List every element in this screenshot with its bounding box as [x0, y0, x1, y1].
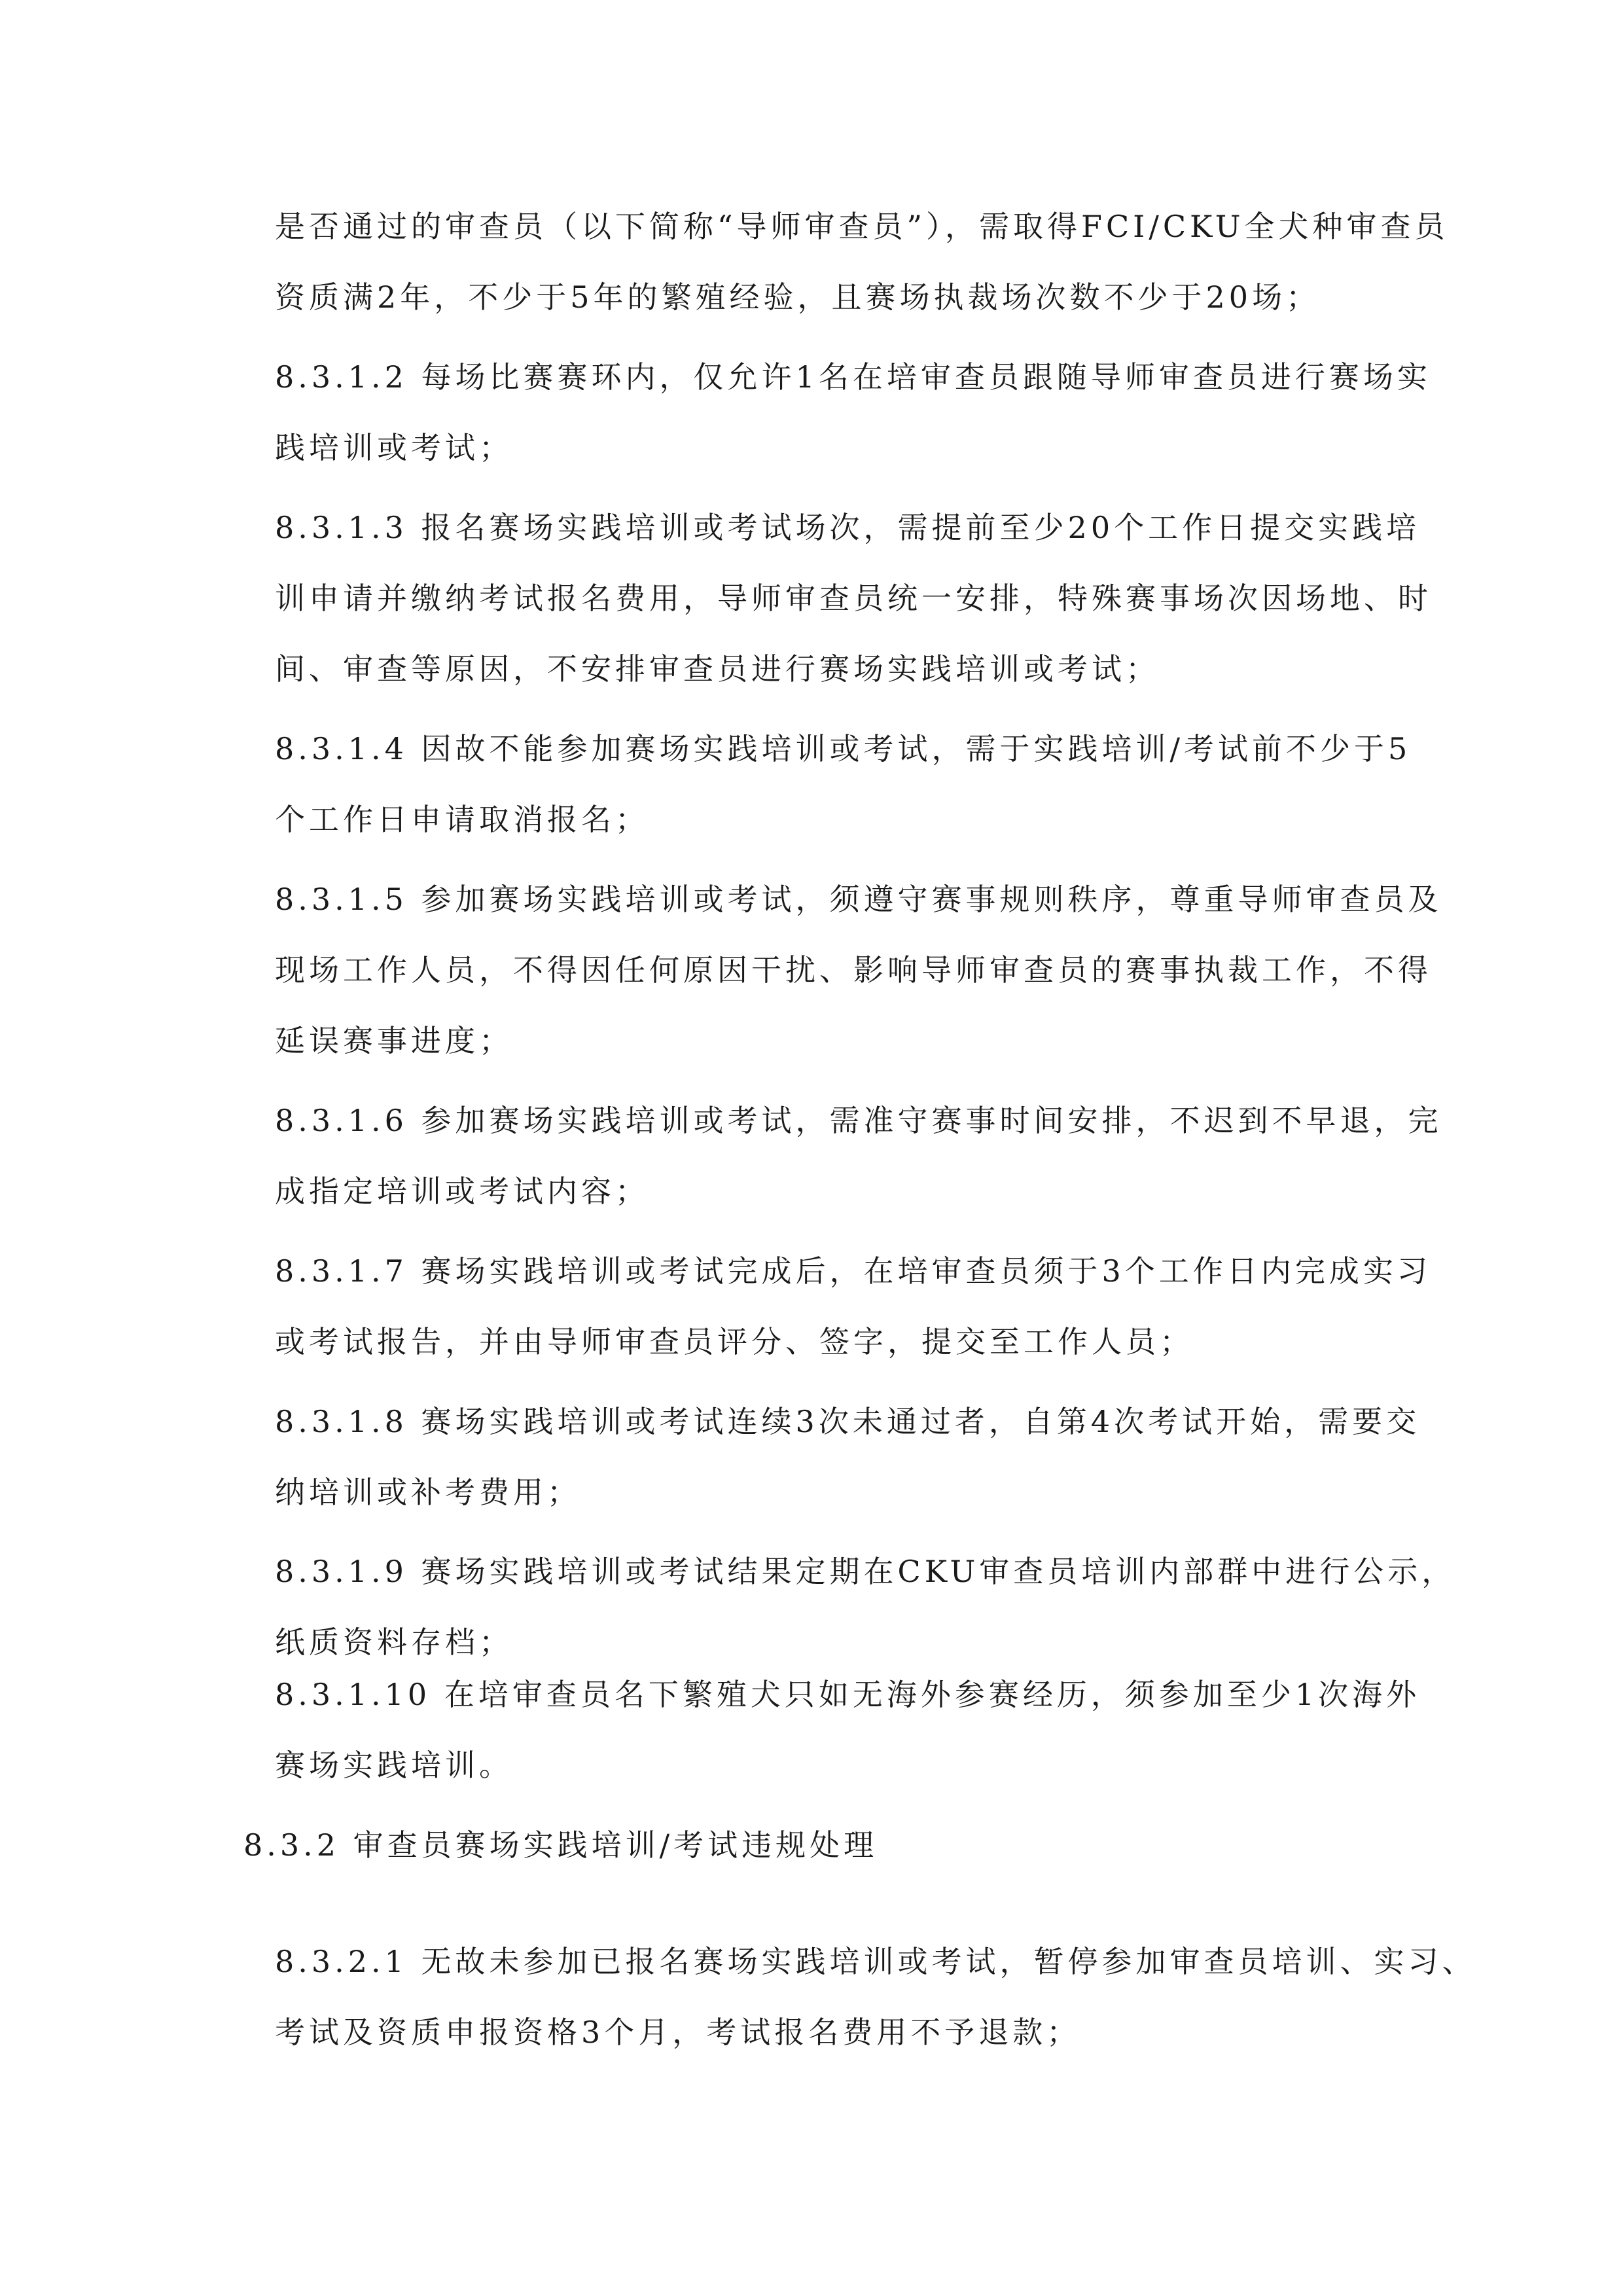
- paragraph-8-3-1-3: [275, 492, 1432, 704]
- paragraph-8-3-1-9: [275, 1536, 1456, 1677]
- text-line: 纳培训或补考费用；: [275, 1475, 581, 1510]
- text-line: 资质满2年，不少于5年的繁殖经验，且赛场执裁场次数不少于20场；: [275, 279, 1321, 315]
- text-line: 8.3.1.2 每场比赛赛环内，仅允许1名在培审查员跟随导师审查员进行赛场实: [275, 359, 1431, 395]
- text-line: 延误赛事进度；: [275, 1023, 513, 1058]
- text-line: 是否通过的审查员（以下简称“导师审查员”），需取得FCI/CKU全犬种审查员: [275, 209, 1449, 244]
- paragraph-8-3-1-5: [275, 864, 1442, 1076]
- text-line: 训申请并缴纳考试报名费用，导师审查员统一安排，特殊赛事场次因场地、时: [275, 581, 1432, 616]
- text-line: 纸质资料存档；: [275, 1624, 513, 1660]
- paragraph-mentor-qualification: [275, 191, 1449, 332]
- text-line: 8.3.1.5 参加赛场实践培训或考试，须遵守赛事规则秩序，尊重导师审查员及: [275, 882, 1442, 917]
- paragraph-8-3-1-4: [275, 713, 1412, 855]
- text-line: 8.3.1.7 赛场实践培训或考试完成后，在培审查员须于3个工作日内完成实习: [275, 1253, 1431, 1289]
- text-line: 或考试报告，并由导师审查员评分、签字，提交至工作人员；: [275, 1324, 1194, 1359]
- text-line: 8.3.1.9 赛场实践培训或考试结果定期在CKU审查员培训内部群中进行公示，: [275, 1554, 1456, 1589]
- paragraph-8-3-1-6: [275, 1085, 1442, 1227]
- text-line: 8.3.1.4 因故不能参加赛场实践培训或考试，需于实践培训/考试前不少于5: [275, 731, 1412, 766]
- text-line: 8.3.1.6 参加赛场实践培训或考试，需准守赛事时间安排，不迟到不早退，完: [275, 1103, 1442, 1138]
- text-line: 8.3.1.3 报名赛场实践培训或考试场次，需提前至少20个工作日提交实践培: [275, 510, 1421, 545]
- section-heading-8-3-2: 8.3.2 审查员赛场实践培训/考试违规处理: [243, 1827, 878, 1863]
- text-line: 8.3.2.1 无故未参加已报名赛场实践培训或考试，暂停参加审查员培训、实习、: [275, 1944, 1476, 1979]
- text-line: 成指定培训或考试内容；: [275, 1174, 649, 1209]
- text-line: 8.3.1.8 赛场实践培训或考试连续3次未通过者，自第4次考试开始，需要交: [275, 1404, 1421, 1439]
- text-line: 8.3.1.10 在培审查员名下繁殖犬只如无海外参赛经历，须参加至少1次海外: [275, 1677, 1421, 1712]
- text-line: 间、审查等原因，不安排审查员进行赛场实践培训或考试；: [275, 651, 1160, 687]
- text-line: 个工作日申请取消报名；: [275, 802, 649, 837]
- paragraph-8-3-1-7: [275, 1236, 1431, 1377]
- paragraph-8-3-2-1: [275, 1926, 1476, 2068]
- paragraph-8-3-1-8: [275, 1386, 1421, 1528]
- text-line: 践培训或考试；: [275, 430, 513, 465]
- text-line: 赛场实践培训。: [275, 1748, 513, 1783]
- paragraph-8-3-1-2: [275, 342, 1431, 483]
- text-line: 考试及资质申报资格3个月，考试报名费用不予退款；: [275, 2015, 1081, 2050]
- paragraph-8-3-1-10: [275, 1659, 1421, 1801]
- text-line: 现场工作人员，不得因任何原因干扰、影响导师审查员的赛事执裁工作，不得: [275, 952, 1432, 988]
